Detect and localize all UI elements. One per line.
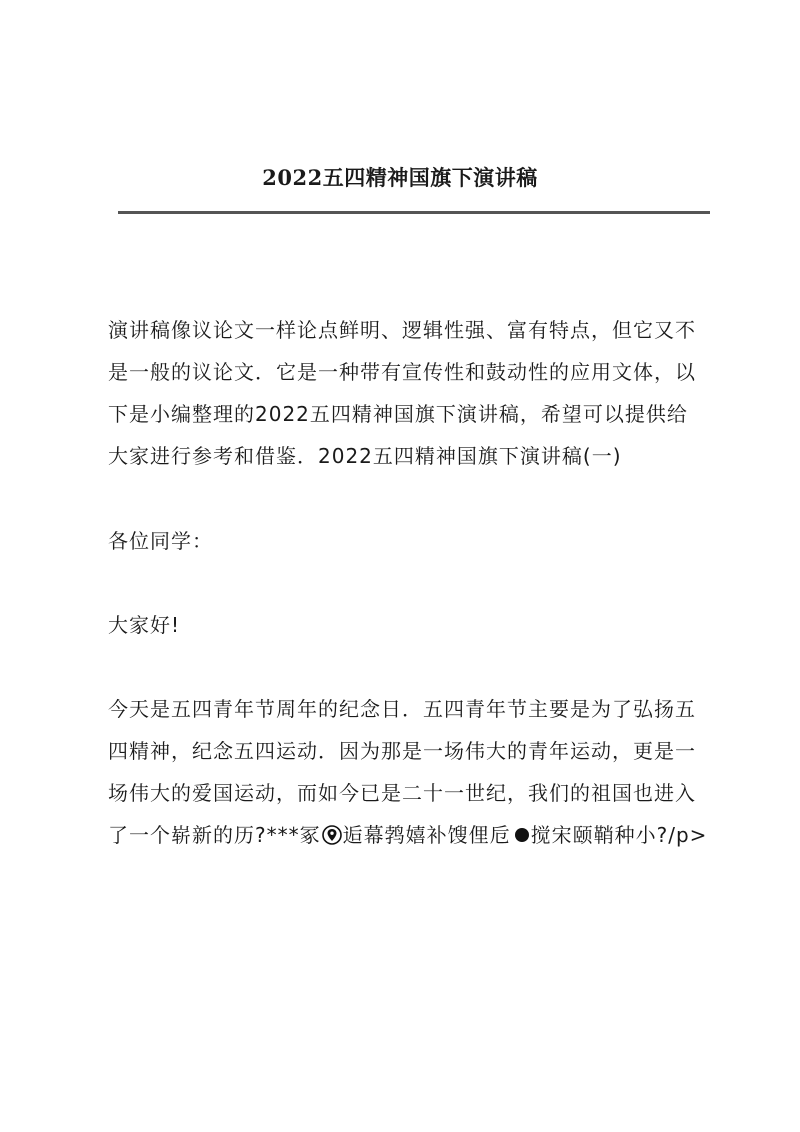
main-line: 场伟大的爱国运动，而如今已是二十一世纪，我们的祖国也进入 [108, 781, 696, 805]
main-line: 四精神，纪念五四运动．因为那是一场伟大的青年运动，更是一 [108, 739, 696, 763]
black-dot-icon [515, 828, 529, 842]
hello-line: 大家好! [108, 613, 181, 637]
intro-line: 演讲稿像议论文一样论点鲜明、逻辑性强、富有特点，但它又不 [108, 318, 696, 342]
garbled-text-part3: 搅宋颐鞘种小?/p> [530, 823, 708, 847]
greeting: 各位同学： [108, 529, 213, 553]
intro-line: 是一般的议论文．它是一种带有宣传性和鼓动性的应用文体，以 [108, 360, 696, 384]
intro-line: 大家进行参考和借鉴．2022五四精神国旗下演讲稿(一) [108, 444, 622, 468]
document-title: 2022五四精神国旗下演讲稿 [262, 165, 538, 190]
title-divider [118, 211, 710, 214]
location-pin-icon [322, 817, 342, 837]
garbled-text-part2: 逅幕鹁嬉补馊俚卮 [342, 823, 511, 847]
intro-line: 下是小编整理的2022五四精神国旗下演讲稿，希望可以提供给 [108, 402, 688, 426]
main-paragraph [108, 688, 720, 856]
main-line: 今天是五四青年节周年的纪念日．五四青年节主要是为了弘扬五 [108, 697, 696, 721]
garbled-line [108, 814, 720, 856]
garbled-text-part1: 了一个崭新的历?***冢 [108, 823, 321, 847]
intro-paragraph [108, 309, 720, 477]
